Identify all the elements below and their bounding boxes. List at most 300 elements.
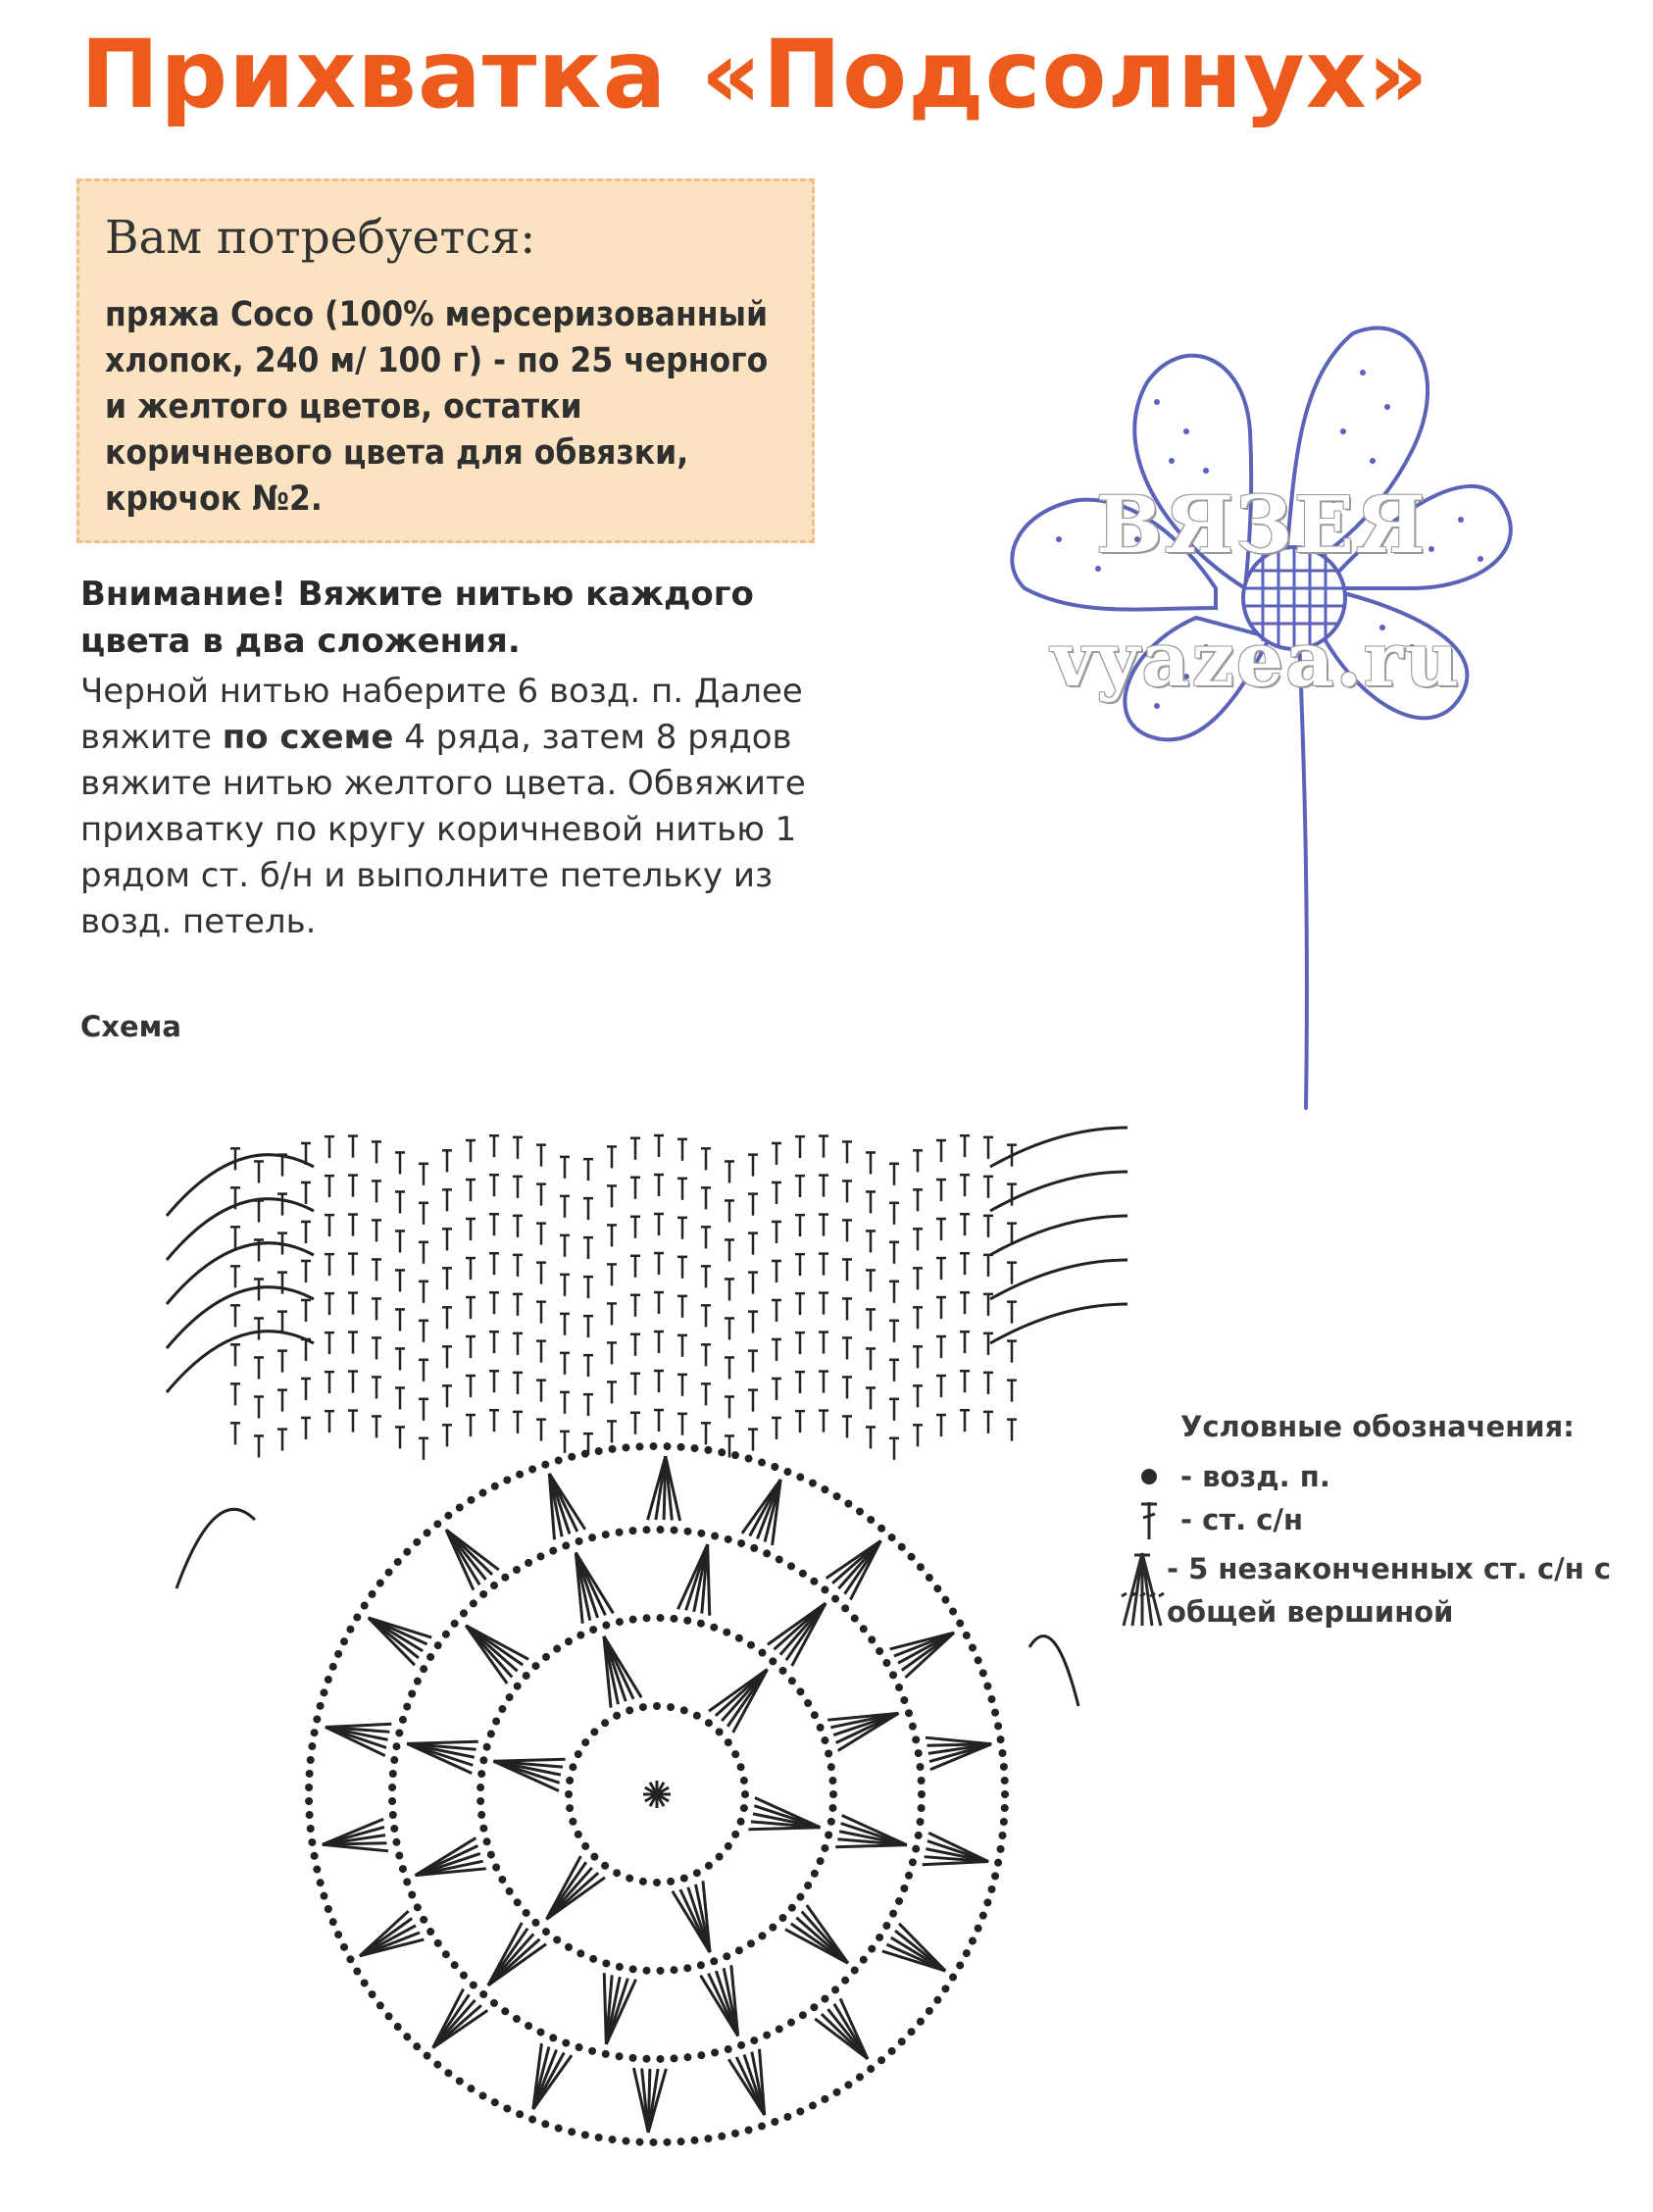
chain-dot	[313, 1715, 321, 1723]
chain-dot	[979, 1912, 987, 1920]
chain-dot	[403, 2033, 411, 2040]
chain-dot	[909, 1723, 917, 1731]
cluster-mark	[768, 1603, 826, 1666]
chain-dot	[523, 1672, 530, 1680]
chain-dot	[433, 2061, 441, 2069]
chain-dot	[1000, 1763, 1008, 1771]
chain-dot	[479, 1590, 487, 1598]
chain-dot	[399, 1865, 407, 1873]
chain-dot	[414, 1903, 422, 1911]
chain-dot	[799, 1570, 807, 1578]
chain-dot	[908, 1553, 916, 1561]
chain-dot	[776, 1556, 783, 1564]
chain-dot	[776, 2025, 783, 2033]
chain-dot	[628, 1527, 636, 1534]
chain-dot	[420, 1665, 427, 1673]
chain-dot	[667, 1878, 675, 1885]
chain-dot	[677, 2137, 685, 2145]
chain-dot	[867, 2065, 875, 2073]
chain-dot	[975, 1656, 982, 1664]
chain-dot	[626, 1875, 633, 1883]
chain-dot	[476, 1797, 484, 1805]
cluster-mark	[546, 1856, 605, 1919]
chain-dot	[693, 1712, 701, 1720]
chain-dot	[670, 1966, 677, 1974]
chain-dot	[394, 1558, 402, 1566]
chain-dot	[528, 1465, 536, 1473]
chain-dot	[844, 1500, 852, 1508]
chain-dot	[576, 1537, 583, 1545]
chain-dot	[979, 1669, 987, 1677]
chain-dot	[576, 1949, 584, 1957]
cluster-mark	[488, 1923, 546, 1986]
chain-dot	[876, 1647, 883, 1655]
legend-item-chain	[1118, 1455, 1647, 1498]
chain-dot	[718, 1448, 726, 1456]
chain-dot	[376, 1580, 384, 1587]
chain-dot	[917, 1763, 925, 1771]
chain-dot	[888, 1533, 896, 1541]
chain-dot	[882, 1922, 890, 1930]
chain-dot	[731, 2130, 739, 2137]
chain-dot	[788, 1677, 796, 1684]
chain-dot	[588, 1533, 596, 1541]
chain-dot	[451, 1961, 459, 1969]
chain-dot	[613, 1869, 621, 1877]
chain-dot	[334, 1931, 342, 1938]
watermark-url: vyazea.ru	[1051, 616, 1462, 703]
chain-dot	[414, 1678, 422, 1685]
chain-dot	[680, 1875, 688, 1883]
chain-dot	[514, 1683, 522, 1690]
chain-dot	[769, 1657, 776, 1665]
cluster-mark	[815, 1998, 868, 2058]
chain-dot	[735, 1946, 743, 1954]
chain-dot	[403, 1548, 411, 1556]
chain-dot	[969, 1644, 977, 1652]
materials-text: пряжа Coco (100% мерсеризованный хлопок, 240 м/ 100 г) - по 25 черного и желтого цветов, остатки коричневого цвета для обвязки, крючок №2.	[105, 295, 769, 519]
chain-dot	[575, 1750, 582, 1758]
chain-dot	[810, 1578, 818, 1585]
chain-dot	[553, 1936, 561, 1943]
cluster-mark	[701, 1965, 738, 2036]
chain-dot	[731, 1451, 739, 1459]
chain-dot	[340, 1943, 348, 1951]
chain-dot	[653, 1879, 661, 1886]
chain-dot	[841, 1977, 849, 1985]
chain-dot	[531, 1919, 539, 1927]
chain-dot	[737, 1818, 745, 1826]
chain-dot	[569, 1763, 576, 1771]
chain-dot	[565, 1790, 573, 1798]
chain-dot	[635, 2138, 643, 2146]
cluster-mark	[890, 1633, 954, 1678]
chain-dot	[956, 1620, 964, 1628]
chain-dot	[711, 2048, 719, 2056]
chain-dot	[876, 1934, 883, 1941]
chain-dot	[311, 1852, 319, 1860]
chain-dot	[503, 1477, 511, 1484]
chain-dot	[389, 1770, 397, 1778]
chain-dot	[470, 1599, 477, 1607]
chain-dot	[506, 1693, 514, 1701]
chain-dot	[667, 1703, 675, 1711]
chain-dot	[329, 1918, 337, 1926]
chain-dot	[975, 1925, 982, 1933]
chain-dot	[622, 2137, 629, 2145]
chain-dot	[353, 1613, 361, 1621]
legend-item-double-crochet	[1118, 1498, 1647, 1541]
chain-dot	[613, 1712, 621, 1720]
chain-dot	[664, 2138, 672, 2146]
chain-dot	[392, 1838, 400, 1846]
chain-dot	[525, 1559, 532, 1567]
chain-dot	[877, 1525, 885, 1533]
chain-dot	[718, 2133, 726, 2140]
chain-dot	[542, 1928, 550, 1936]
chain-dot	[851, 1966, 859, 1974]
chain-dot	[750, 1544, 758, 1552]
chain-dot	[444, 2069, 452, 2077]
chain-dot	[433, 1520, 441, 1528]
chain-dot	[629, 1616, 637, 1624]
chain-dot	[740, 1777, 748, 1785]
chain-dot	[918, 1804, 926, 1812]
chain-dot	[460, 1609, 468, 1617]
chain-dot	[479, 1825, 487, 1833]
chain-dot	[376, 2001, 384, 2009]
chain-dot	[677, 1443, 685, 1451]
chain-dot	[639, 1878, 647, 1885]
chain-dot	[994, 1859, 1002, 1867]
chain-dot	[562, 2039, 570, 2047]
chain-dot	[490, 1999, 498, 2007]
chain-dot	[498, 1876, 506, 1884]
chain-dot	[796, 1893, 804, 1901]
chain-dot	[912, 1735, 920, 1743]
chain-dot	[828, 1777, 836, 1785]
chain-dot	[811, 1711, 819, 1719]
chain-dot	[737, 1763, 745, 1771]
chain-dot	[796, 1474, 804, 1482]
chain-dot	[536, 1552, 544, 1560]
cluster-mark	[446, 1530, 499, 1589]
turn-arrow	[167, 1155, 314, 1216]
chain-dot	[917, 1818, 925, 1826]
chain-dot	[747, 1641, 755, 1649]
chain-dot	[395, 1852, 403, 1860]
chain-dot	[895, 1897, 903, 1905]
chain-dot	[999, 1749, 1007, 1757]
chain-dot	[999, 1832, 1007, 1839]
chain-dot	[575, 1831, 582, 1838]
chain-dot	[516, 2110, 524, 2118]
chain-dot	[361, 1602, 369, 1610]
turn-arrow	[176, 1509, 255, 1588]
chain-dot	[828, 1804, 836, 1812]
chain-dot	[503, 2104, 511, 2112]
chain-dot	[697, 1530, 705, 1537]
chain-dot	[649, 2138, 657, 2146]
chain-dot	[313, 1866, 321, 1874]
cluster-mark	[493, 1759, 565, 1790]
chain-dot	[609, 2136, 617, 2143]
chain-dot	[1001, 1790, 1009, 1798]
legend-item-cluster	[1118, 1547, 1647, 1634]
chain-dot	[997, 1735, 1005, 1743]
cluster-mark	[926, 1737, 991, 1770]
chain-dot	[657, 2055, 665, 2063]
chain-dot	[860, 1625, 868, 1633]
chain-dot	[994, 1722, 1002, 1730]
chain-dot	[787, 1562, 795, 1570]
chain-dot	[841, 1604, 849, 1612]
chain-dot	[506, 1887, 514, 1895]
chain-dot	[589, 1955, 597, 1963]
chain-dot	[731, 1831, 739, 1838]
chain-dot	[479, 1990, 487, 1998]
chain-dot	[513, 1566, 521, 1574]
chain-dot	[413, 2042, 421, 2050]
chain-dot	[311, 1729, 319, 1736]
chain-dot	[833, 1492, 841, 1500]
chain-dot	[340, 1637, 348, 1645]
chain-dot	[369, 1590, 376, 1598]
chain-dot	[566, 1804, 574, 1812]
chain-dot	[629, 1965, 637, 1973]
chain-dot	[691, 1444, 699, 1452]
chain-dot	[810, 2003, 818, 2011]
chain-dot	[307, 1825, 315, 1833]
chain-dot	[568, 2128, 576, 2136]
chain-dot	[926, 2007, 933, 2015]
chain-dot	[477, 1811, 485, 1819]
chain-dot	[750, 2036, 758, 2044]
chain-dot	[671, 1527, 678, 1534]
chain-dot	[622, 1443, 629, 1451]
chain-dot	[949, 1607, 957, 1615]
chain-dot	[656, 1614, 664, 1622]
chain-dot	[693, 1869, 701, 1877]
chain-dot	[394, 2023, 402, 2031]
chain-dot	[626, 1706, 633, 1714]
chain-dot	[479, 2091, 487, 2099]
chain-dot	[346, 1955, 354, 1963]
cluster-mark	[323, 1819, 388, 1851]
chain-dot	[723, 1952, 730, 1960]
chain-dot	[725, 2045, 732, 2053]
legend-item-text: - ст. с/н	[1180, 1503, 1304, 1536]
chain-dot	[711, 1533, 719, 1540]
chain-dot	[1001, 1777, 1009, 1785]
chain-dot	[616, 1618, 624, 1626]
chain-dot	[492, 1718, 500, 1726]
chain-dot	[442, 1950, 450, 1958]
flower-stem	[1299, 637, 1307, 1108]
chain-dot	[628, 2054, 636, 2062]
chain-dot	[821, 1585, 828, 1593]
chain-dot	[821, 2095, 828, 2103]
chain-dot	[353, 1968, 361, 1976]
chain-dot	[926, 1574, 933, 1582]
chain-dot	[399, 1716, 407, 1724]
chain-dot	[334, 1650, 342, 1658]
chain-dot	[589, 1626, 597, 1634]
cluster-mark	[407, 1741, 478, 1773]
chain-dot	[697, 1961, 705, 1969]
chain-dot	[487, 1851, 495, 1859]
chain-dot	[900, 1885, 908, 1892]
chain-dot	[602, 1959, 610, 1967]
chain-dot	[796, 1687, 804, 1695]
cluster-mark	[549, 1474, 584, 1539]
materials-heading: Вам потребуется:	[105, 211, 536, 265]
chain-dot	[616, 1963, 624, 1971]
chain-dot	[710, 1957, 718, 1965]
chain-dot	[811, 1870, 819, 1878]
chain-dot	[361, 1979, 369, 1986]
cluster-mark	[533, 2043, 572, 2109]
chain-dot	[320, 1688, 327, 1696]
instructions-part1: Черной нитью наберите 6 возд. п. Далее вяжите	[80, 672, 803, 757]
chain-dot	[642, 1526, 650, 1533]
chain-dot	[829, 1790, 837, 1798]
chain-dot	[601, 1719, 609, 1727]
chain-dot	[963, 1632, 971, 1639]
page-title: Прихватка «Подсолнух»	[80, 20, 1429, 129]
chain-dot	[491, 1483, 499, 1490]
chain-dot	[821, 1736, 828, 1744]
chain-dot	[969, 1936, 977, 1944]
chain-dot	[788, 1904, 796, 1912]
cluster-mark	[415, 1838, 485, 1876]
chain-dot	[941, 1985, 949, 1992]
chain-dot	[616, 2052, 624, 2060]
schema-label: Схема	[80, 1010, 181, 1043]
chain-dot	[833, 2088, 841, 2096]
chain-dot	[683, 2053, 691, 2061]
chain-dot	[779, 1667, 787, 1675]
chain-dot	[392, 1742, 400, 1750]
chain-dot	[716, 1728, 724, 1735]
chain-dot	[799, 2011, 807, 2019]
chain-dot	[490, 1582, 498, 1589]
chain-dot	[479, 1489, 487, 1497]
chain-dot	[697, 2051, 705, 2059]
chain-dot	[664, 1442, 672, 1450]
chain-dot	[542, 1653, 550, 1661]
chain-dot	[602, 2050, 610, 2058]
chain-dot	[424, 2052, 431, 2060]
chain-dot	[898, 2037, 906, 2045]
chain-dot	[740, 1804, 748, 1812]
cluster-icon	[1118, 1547, 1167, 1630]
legend-title: Условные обозначения:	[1180, 1410, 1575, 1443]
chain-dot	[403, 1878, 411, 1885]
legend-item-text: - возд. п.	[1180, 1460, 1330, 1493]
chain-dot	[783, 2113, 791, 2121]
chain-dot	[513, 2015, 521, 2023]
chain-dot	[476, 1784, 484, 1791]
chain-dot	[555, 1456, 563, 1464]
chain-dot	[831, 1986, 839, 1993]
chain-dot	[492, 1863, 500, 1871]
chain-dot	[741, 1790, 749, 1798]
cluster-mark	[433, 1989, 488, 2048]
chain-dot	[479, 1756, 487, 1764]
chain-dot	[491, 2098, 499, 2106]
cluster-mark	[677, 1544, 709, 1616]
chain-dot	[725, 1738, 732, 1746]
chain-dot	[825, 1832, 832, 1839]
chain-dot	[639, 1703, 647, 1711]
chain-dot	[731, 1750, 739, 1758]
chain-dot	[745, 1455, 753, 1463]
chain-dot	[653, 1702, 661, 1710]
chain-dot	[889, 1671, 897, 1679]
instructions-part2: 4 ряда, затем 8 рядов вяжите нитью желтого цвета. Обвяжите прихватку по кругу коричневой нитью 1 рядом ст. б/н и выполните петельку из возд. петель.	[80, 718, 806, 941]
chain-dot	[725, 1842, 732, 1850]
chain-dot	[467, 2085, 475, 2092]
chain-dot	[565, 1637, 573, 1645]
chain-dot	[483, 1837, 491, 1845]
chain-dot	[705, 1719, 713, 1727]
chain-dot	[683, 1617, 691, 1625]
cluster-mark	[709, 1670, 768, 1733]
chain-dot	[390, 1825, 398, 1833]
chain-dot	[329, 1663, 337, 1671]
chain-dot	[581, 1842, 589, 1850]
chain-dot	[1001, 1804, 1009, 1812]
chain-dot	[487, 1730, 495, 1737]
chain-dot	[388, 1797, 396, 1805]
chain-dot	[817, 1724, 825, 1732]
chain-dot	[908, 2028, 916, 2036]
cluster-mark	[882, 1924, 945, 1971]
chain-dot	[915, 1832, 923, 1839]
chain-dot	[983, 1683, 991, 1690]
chain-dot	[758, 1649, 766, 1657]
chain-dot	[868, 1635, 876, 1643]
chain-dot	[501, 1574, 509, 1582]
chain-dot	[735, 1634, 743, 1642]
chain-dot	[317, 1879, 325, 1886]
chain-dot	[827, 1763, 835, 1771]
chain-dot	[821, 1995, 828, 2003]
chain-dot	[900, 1696, 908, 1704]
chain-dot	[576, 1632, 584, 1639]
chain-dot	[616, 1529, 624, 1536]
chain-dot	[745, 2126, 753, 2134]
chain-dot	[451, 1620, 459, 1628]
chain-dot	[758, 2122, 766, 2130]
chain-dot-icon	[1118, 1465, 1180, 1488]
chain-dot	[389, 1811, 397, 1819]
chain-dot	[851, 1615, 859, 1623]
chain-dot	[997, 1845, 1005, 1853]
cluster-mark	[466, 1626, 528, 1684]
chain-dot	[602, 1531, 610, 1538]
flower-illustration	[1000, 314, 1549, 1128]
chain-dot	[697, 1620, 705, 1628]
cluster-mark	[326, 1724, 391, 1755]
chain-dot	[889, 1910, 897, 1918]
chain-dot	[825, 1749, 832, 1757]
chain-dot	[867, 1516, 875, 1524]
chain-dot	[856, 1508, 864, 1516]
chain-dot	[963, 1949, 971, 1957]
chain-dot	[671, 2054, 678, 2062]
